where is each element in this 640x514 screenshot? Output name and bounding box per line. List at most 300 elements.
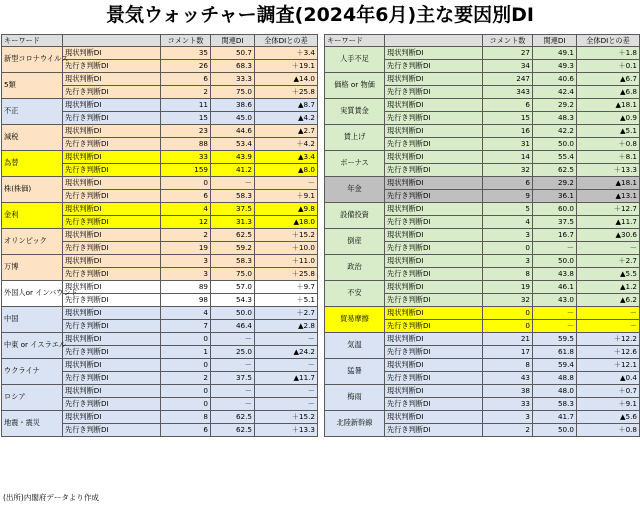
keyword-cell: 不安 [325, 281, 385, 307]
diff-value-cell: ▲6.8 [577, 86, 640, 99]
diff-value-cell: ▲11.7 [255, 372, 318, 385]
di-value-cell: 68.3 [211, 60, 255, 73]
di-type-cell: 現状判断DI [385, 203, 483, 216]
di-type-cell: 先行き判断DI [63, 268, 161, 281]
header-type [385, 35, 483, 47]
right-header-row [325, 35, 640, 47]
diff-value-cell: ＋15.2 [255, 411, 318, 424]
comment-count-cell: 159 [161, 164, 211, 177]
diff-value-cell: ＋0.8 [577, 138, 640, 151]
diff-value-cell: ＋2.7 [577, 255, 640, 268]
di-type-cell: 現状判断DI [385, 99, 483, 112]
di-type-cell: 現状判断DI [385, 307, 483, 320]
di-value-cell: 62.5 [211, 411, 255, 424]
diff-value-cell: ▲6.7 [577, 73, 640, 86]
keyword-cell: 気温 [325, 333, 385, 359]
comment-count-cell: 21 [483, 333, 533, 346]
comment-count-cell: 2 [161, 229, 211, 242]
left-table [1, 34, 318, 437]
di-type-cell: 先行き判断DI [63, 60, 161, 73]
comment-count-cell: 6 [483, 177, 533, 190]
di-value-cell: 44.6 [211, 125, 255, 138]
table-row [2, 411, 318, 424]
di-type-cell: 現状判断DI [63, 203, 161, 216]
diff-value-cell: ▲30.6 [577, 229, 640, 242]
diff-value-cell: ▲14.0 [255, 73, 318, 86]
di-type-cell: 現状判断DI [63, 359, 161, 372]
comment-count-cell: 2 [161, 372, 211, 385]
diff-value-cell: ＋3.4 [255, 47, 318, 60]
di-type-cell: 現状判断DI [385, 73, 483, 86]
di-value-cell: － [533, 307, 577, 320]
diff-value-cell: ＋8.1 [577, 151, 640, 164]
comment-count-cell: 19 [161, 242, 211, 255]
di-type-cell: 現状判断DI [385, 125, 483, 138]
table-row [2, 177, 318, 190]
comment-count-cell: 5 [483, 203, 533, 216]
diff-value-cell: ▲18.0 [255, 216, 318, 229]
table-row [325, 385, 640, 398]
comment-count-cell: 98 [161, 294, 211, 307]
diff-value-cell: ▲0.9 [577, 112, 640, 125]
diff-value-cell: － [255, 398, 318, 411]
di-value-cell: 31.3 [211, 216, 255, 229]
di-value-cell: 62.5 [211, 229, 255, 242]
comment-count-cell: 0 [161, 177, 211, 190]
comment-count-cell: 7 [161, 320, 211, 333]
di-type-cell: 現状判断DI [385, 255, 483, 268]
di-value-cell: 54.3 [211, 294, 255, 307]
diff-value-cell: ▲8.0 [255, 164, 318, 177]
table-row [2, 73, 318, 86]
table-row [325, 151, 640, 164]
di-type-cell: 現状判断DI [385, 411, 483, 424]
di-value-cell: 57.0 [211, 281, 255, 294]
diff-value-cell: ＋12.2 [577, 333, 640, 346]
comment-count-cell: 19 [483, 281, 533, 294]
keyword-cell: 万博 [2, 255, 63, 281]
di-value-cell: 62.5 [211, 424, 255, 437]
di-value-cell: 37.5 [533, 216, 577, 229]
di-type-cell: 現状判断DI [385, 359, 483, 372]
keyword-cell: 賃上げ [325, 125, 385, 151]
di-value-cell: 48.0 [533, 385, 577, 398]
di-value-cell: 46.4 [211, 320, 255, 333]
comment-count-cell: 14 [483, 151, 533, 164]
header-keyword: キーワード [2, 35, 63, 47]
keyword-cell: 設備投資 [325, 203, 385, 229]
di-type-cell: 現状判断DI [63, 125, 161, 138]
table-row [325, 73, 640, 86]
table-row [325, 307, 640, 320]
di-value-cell: 59.4 [533, 359, 577, 372]
diff-value-cell: ▲4.2 [255, 112, 318, 125]
di-type-cell: 先行き判断DI [385, 164, 483, 177]
keyword-cell: 5類 [2, 73, 63, 99]
di-value-cell: 41.7 [533, 411, 577, 424]
diff-value-cell: ＋0.7 [577, 385, 640, 398]
table-row [325, 99, 640, 112]
table-row [325, 125, 640, 138]
comment-count-cell: 9 [483, 190, 533, 203]
di-type-cell: 先行き判断DI [385, 86, 483, 99]
table-row [2, 333, 318, 346]
diff-value-cell: － [577, 320, 640, 333]
di-value-cell: 48.8 [533, 372, 577, 385]
keyword-cell: ウクライナ [2, 359, 63, 385]
diff-value-cell: － [577, 242, 640, 255]
di-type-cell: 現状判断DI [63, 151, 161, 164]
di-value-cell: － [533, 320, 577, 333]
diff-value-cell: ＋25.8 [255, 86, 318, 99]
keyword-cell: 人手不足 [325, 47, 385, 73]
di-value-cell: 53.4 [211, 138, 255, 151]
diff-value-cell: ＋0.8 [577, 424, 640, 437]
keyword-cell: 減税 [2, 125, 63, 151]
di-value-cell: 59.5 [533, 333, 577, 346]
header-diff: 全体DIとの差 [577, 35, 640, 47]
comment-count-cell: 38 [483, 385, 533, 398]
diff-value-cell: ＋9.1 [255, 190, 318, 203]
diff-value-cell: ＋9.1 [577, 398, 640, 411]
diff-value-cell: － [577, 307, 640, 320]
left-table-body [2, 47, 318, 437]
comment-count-cell: 3 [483, 255, 533, 268]
di-type-cell: 現状判断DI [63, 411, 161, 424]
table-row [2, 307, 318, 320]
di-type-cell: 現状判断DI [63, 385, 161, 398]
comment-count-cell: 15 [161, 112, 211, 125]
keyword-cell: 為替 [2, 151, 63, 177]
comment-count-cell: 4 [161, 203, 211, 216]
keyword-cell: 梅雨 [325, 385, 385, 411]
di-value-cell: 55.4 [533, 151, 577, 164]
di-value-cell: 49.3 [533, 60, 577, 73]
diff-value-cell: － [255, 333, 318, 346]
keyword-cell: 中国 [2, 307, 63, 333]
di-type-cell: 先行き判断DI [385, 346, 483, 359]
comment-count-cell: 23 [161, 125, 211, 138]
di-value-cell: 49.1 [533, 47, 577, 60]
di-value-cell: 59.2 [211, 242, 255, 255]
diff-value-cell: ＋5.1 [255, 294, 318, 307]
keyword-cell: 倒産 [325, 229, 385, 255]
di-value-cell: 50.0 [211, 307, 255, 320]
table-row [2, 99, 318, 112]
di-type-cell: 現状判断DI [385, 333, 483, 346]
diff-value-cell: ▲3.4 [255, 151, 318, 164]
comment-count-cell: 17 [483, 346, 533, 359]
di-type-cell: 現状判断DI [63, 73, 161, 86]
di-value-cell: 46.1 [533, 281, 577, 294]
table-row [2, 359, 318, 372]
diff-value-cell: ▲5.5 [577, 268, 640, 281]
di-type-cell: 現状判断DI [63, 229, 161, 242]
comment-count-cell: 4 [161, 307, 211, 320]
comment-count-cell: 43 [483, 372, 533, 385]
comment-count-cell: 6 [161, 424, 211, 437]
table-row [325, 229, 640, 242]
table-row [2, 47, 318, 60]
keyword-cell: 不正 [2, 99, 63, 125]
header-di: 関連DI [211, 35, 255, 47]
di-value-cell: 42.2 [533, 125, 577, 138]
keyword-cell: オリンピック [2, 229, 63, 255]
di-value-cell: 16.7 [533, 229, 577, 242]
di-value-cell: 62.5 [533, 164, 577, 177]
keyword-cell: ロシア [2, 385, 63, 411]
di-value-cell: 37.5 [211, 203, 255, 216]
diff-value-cell: ▲13.1 [577, 190, 640, 203]
comment-count-cell: 27 [483, 47, 533, 60]
di-type-cell: 先行き判断DI [63, 424, 161, 437]
di-type-cell: 現状判断DI [63, 177, 161, 190]
comment-count-cell: 26 [161, 60, 211, 73]
di-type-cell: 現状判断DI [63, 47, 161, 60]
keyword-cell: ボーナス [325, 151, 385, 177]
diff-value-cell: ＋12.6 [577, 346, 640, 359]
keyword-cell: 北陸新幹線 [325, 411, 385, 437]
diff-value-cell: ▲5.1 [577, 125, 640, 138]
comment-count-cell: 2 [161, 86, 211, 99]
diff-value-cell: ＋9.7 [255, 281, 318, 294]
diff-value-cell: ▲5.6 [577, 411, 640, 424]
di-type-cell: 先行き判断DI [63, 320, 161, 333]
table-row [2, 385, 318, 398]
di-value-cell: 75.0 [211, 268, 255, 281]
keyword-cell: 猛暑 [325, 359, 385, 385]
diff-value-cell: ＋13.3 [577, 164, 640, 177]
comment-count-cell: 15 [483, 112, 533, 125]
page-title: 景気ウォッチャー調査(2024年6月)主な要因別DI [106, 4, 534, 26]
di-type-cell: 現状判断DI [63, 281, 161, 294]
di-type-cell: 先行き判断DI [385, 60, 483, 73]
header-diff: 全体DIとの差 [255, 35, 318, 47]
diff-value-cell: － [255, 359, 318, 372]
di-type-cell: 先行き判断DI [63, 242, 161, 255]
diff-value-cell: ▲18.1 [577, 99, 640, 112]
diff-value-cell: ▲24.2 [255, 346, 318, 359]
comment-count-cell: 343 [483, 86, 533, 99]
diff-value-cell: ＋1.8 [577, 47, 640, 60]
di-value-cell: 43.0 [533, 294, 577, 307]
keyword-cell: 年金 [325, 177, 385, 203]
diff-value-cell: ▲1.2 [577, 281, 640, 294]
di-type-cell: 先行き判断DI [63, 294, 161, 307]
keyword-cell: 金利 [2, 203, 63, 229]
comment-count-cell: 0 [161, 359, 211, 372]
di-type-cell: 先行き判断DI [63, 190, 161, 203]
keyword-cell: 地震・震災 [2, 411, 63, 437]
keyword-cell: 新型コロナウイルス [2, 47, 63, 73]
table-row [2, 255, 318, 268]
di-value-cell: 75.0 [211, 86, 255, 99]
di-value-cell: 50.0 [533, 255, 577, 268]
table-row [2, 151, 318, 164]
di-value-cell: 60.0 [533, 203, 577, 216]
comment-count-cell: 88 [161, 138, 211, 151]
comment-count-cell: 32 [483, 294, 533, 307]
left-header-row [2, 35, 318, 47]
di-type-cell: 先行き判断DI [385, 216, 483, 229]
diff-value-cell: ＋10.0 [255, 242, 318, 255]
diff-value-cell: ＋12.7 [577, 203, 640, 216]
di-type-cell: 先行き判断DI [385, 320, 483, 333]
di-value-cell: － [211, 177, 255, 190]
diff-value-cell: ＋25.8 [255, 268, 318, 281]
comment-count-cell: 89 [161, 281, 211, 294]
comment-count-cell: 3 [161, 268, 211, 281]
comment-count-cell: 3 [161, 255, 211, 268]
di-value-cell: 33.3 [211, 73, 255, 86]
di-type-cell: 現状判断DI [385, 385, 483, 398]
comment-count-cell: 8 [161, 411, 211, 424]
table-row [325, 411, 640, 424]
keyword-cell: 貿易摩擦 [325, 307, 385, 333]
comment-count-cell: 16 [483, 125, 533, 138]
comment-count-cell: 3 [483, 411, 533, 424]
di-type-cell: 先行き判断DI [63, 138, 161, 151]
keyword-cell: 政治 [325, 255, 385, 281]
footnote: (出所)内閣府データより作成 [3, 493, 99, 502]
diff-value-cell: ＋15.2 [255, 229, 318, 242]
di-value-cell: 25.0 [211, 346, 255, 359]
diff-value-cell: ▲18.1 [577, 177, 640, 190]
comment-count-cell: 11 [161, 99, 211, 112]
diff-value-cell: ▲11.7 [577, 216, 640, 229]
comment-count-cell: 35 [161, 47, 211, 60]
table-row [325, 333, 640, 346]
diff-value-cell: ＋2.7 [255, 307, 318, 320]
di-value-cell: 61.8 [533, 346, 577, 359]
header-di: 関連DI [533, 35, 577, 47]
table-row [2, 125, 318, 138]
diff-value-cell: ▲0.4 [577, 372, 640, 385]
di-value-cell: 45.0 [211, 112, 255, 125]
diff-value-cell: ＋0.1 [577, 60, 640, 73]
diff-value-cell: ＋11.0 [255, 255, 318, 268]
comment-count-cell: 6 [161, 73, 211, 86]
di-value-cell: － [533, 242, 577, 255]
comment-count-cell: 0 [483, 320, 533, 333]
di-value-cell: 50.7 [211, 47, 255, 60]
di-value-cell: － [211, 385, 255, 398]
di-type-cell: 先行き判断DI [63, 372, 161, 385]
comment-count-cell: 0 [161, 398, 211, 411]
di-value-cell: 42.4 [533, 86, 577, 99]
di-value-cell: 41.2 [211, 164, 255, 177]
table-row [325, 281, 640, 294]
comment-count-cell: 247 [483, 73, 533, 86]
di-value-cell: － [211, 333, 255, 346]
comment-count-cell: 2 [483, 424, 533, 437]
di-value-cell: 50.0 [533, 424, 577, 437]
di-type-cell: 現状判断DI [385, 151, 483, 164]
di-type-cell: 先行き判断DI [385, 138, 483, 151]
keyword-cell: 外国人or インバウンド [2, 281, 63, 307]
diff-value-cell: ▲6.2 [577, 294, 640, 307]
comment-count-cell: 0 [161, 385, 211, 398]
table-row [2, 203, 318, 216]
diff-value-cell: ＋13.3 [255, 424, 318, 437]
header-comments: コメント数 [161, 35, 211, 47]
di-value-cell: 50.0 [533, 138, 577, 151]
comment-count-cell: 8 [483, 359, 533, 372]
di-type-cell: 現状判断DI [63, 99, 161, 112]
table-row [325, 255, 640, 268]
di-value-cell: 48.3 [533, 112, 577, 125]
di-value-cell: － [211, 398, 255, 411]
di-type-cell: 現状判断DI [385, 281, 483, 294]
right-table-body [325, 47, 640, 437]
di-type-cell: 現状判断DI [385, 177, 483, 190]
comment-count-cell: 34 [483, 60, 533, 73]
keyword-cell: 株(株価) [2, 177, 63, 203]
header-type [63, 35, 161, 47]
table-row [325, 47, 640, 60]
keyword-cell: 価格 or 物価 [325, 73, 385, 99]
comment-count-cell: 0 [161, 333, 211, 346]
di-value-cell: 58.3 [211, 255, 255, 268]
di-type-cell: 先行き判断DI [63, 164, 161, 177]
di-type-cell: 先行き判断DI [385, 190, 483, 203]
table-row [325, 359, 640, 372]
di-type-cell: 先行き判断DI [385, 242, 483, 255]
di-value-cell: 58.3 [211, 190, 255, 203]
comment-count-cell: 33 [161, 151, 211, 164]
di-value-cell: 36.1 [533, 190, 577, 203]
table-row [2, 281, 318, 294]
di-value-cell: 58.3 [533, 398, 577, 411]
di-type-cell: 先行き判断DI [385, 424, 483, 437]
diff-value-cell: － [255, 385, 318, 398]
comment-count-cell: 32 [483, 164, 533, 177]
comment-count-cell: 6 [483, 99, 533, 112]
comment-count-cell: 6 [161, 190, 211, 203]
di-type-cell: 現状判断DI [63, 255, 161, 268]
di-type-cell: 先行き判断DI [63, 112, 161, 125]
di-type-cell: 先行き判断DI [385, 112, 483, 125]
diff-value-cell: － [255, 177, 318, 190]
comment-count-cell: 4 [483, 216, 533, 229]
keyword-cell: 実質賃金 [325, 99, 385, 125]
di-type-cell: 先行き判断DI [385, 398, 483, 411]
table-row [325, 203, 640, 216]
right-table [324, 34, 640, 437]
comment-count-cell: 12 [161, 216, 211, 229]
di-type-cell: 現状判断DI [63, 333, 161, 346]
comment-count-cell: 31 [483, 138, 533, 151]
di-type-cell: 先行き判断DI [385, 268, 483, 281]
di-value-cell: 37.5 [211, 372, 255, 385]
diff-value-cell: ▲2.7 [255, 125, 318, 138]
table-row [2, 229, 318, 242]
di-type-cell: 現状判断DI [63, 307, 161, 320]
di-value-cell: 43.9 [211, 151, 255, 164]
di-type-cell: 現状判断DI [385, 229, 483, 242]
di-type-cell: 先行き判断DI [385, 294, 483, 307]
di-type-cell: 先行き判断DI [63, 398, 161, 411]
header-keyword: キーワード [325, 35, 385, 47]
diff-value-cell: ▲2.8 [255, 320, 318, 333]
di-type-cell: 先行き判断DI [63, 346, 161, 359]
comment-count-cell: 8 [483, 268, 533, 281]
comment-count-cell: 1 [161, 346, 211, 359]
comment-count-cell: 0 [483, 307, 533, 320]
diff-value-cell: ＋12.1 [577, 359, 640, 372]
comment-count-cell: 33 [483, 398, 533, 411]
diff-value-cell: ▲9.8 [255, 203, 318, 216]
